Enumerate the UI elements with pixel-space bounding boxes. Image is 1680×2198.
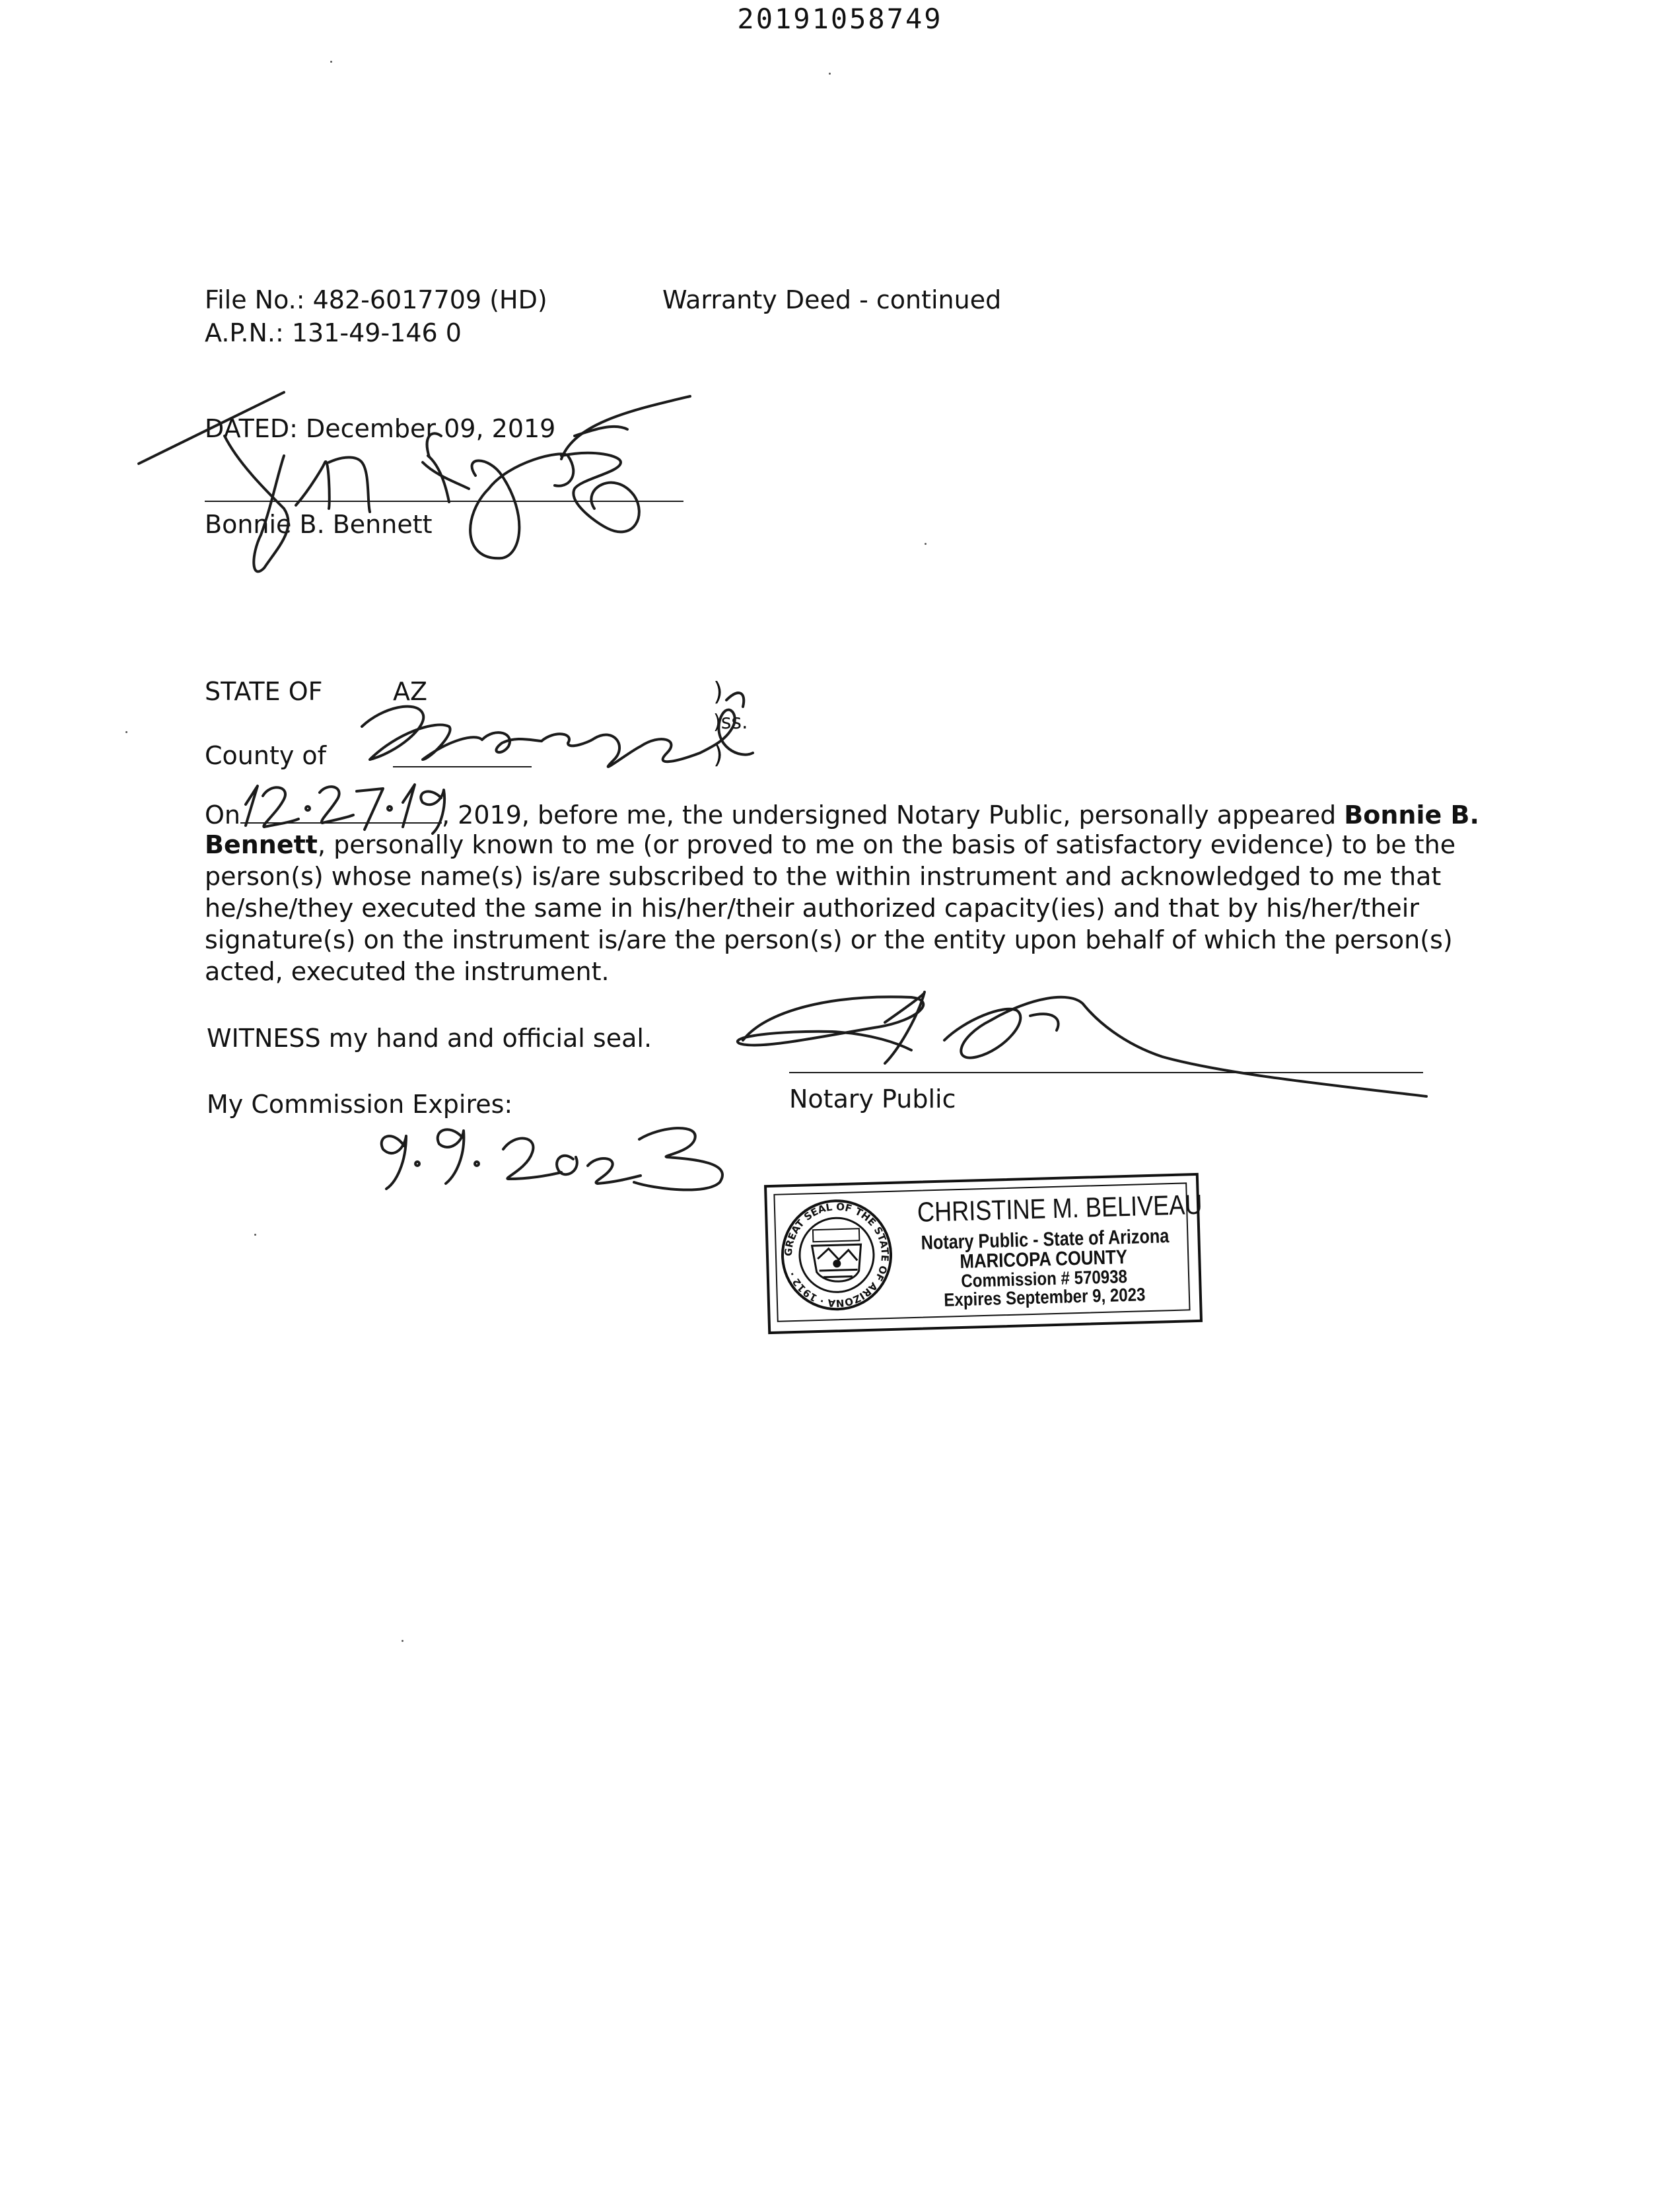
document-title: Warranty Deed - continued: [662, 285, 1002, 314]
venue-paren-top: ): [713, 677, 723, 706]
seal-ring-text: GREAT SEAL OF THE STATE OF ARIZONA · 1912 ·: [782, 1200, 892, 1310]
ack-name-first: Bonnie B.: [1344, 800, 1479, 830]
scan-speck: [402, 1640, 403, 1642]
ack-line-6: acted, executed the instrument.: [205, 957, 610, 986]
scan-speck: [254, 1234, 256, 1236]
stamp-county: MARICOPA COUNTY: [960, 1246, 1128, 1273]
file-number: File No.: 482-6017709 (HD): [205, 285, 547, 314]
commission-label: My Commission Expires:: [207, 1090, 513, 1119]
recording-number: 20191058749: [737, 3, 943, 35]
scan-speck: [829, 73, 831, 75]
ack-on: On: [205, 800, 240, 830]
scan-speck: [925, 543, 927, 545]
state-label: STATE OF: [205, 677, 323, 706]
scan-speck: [330, 61, 332, 63]
ack-line-1-text: , 2019, before me, the undersigned Notary Public, personally appeared: [442, 800, 1345, 830]
state-value: AZ: [393, 677, 428, 706]
ack-name-last: Bennett: [205, 830, 318, 859]
stamp-title: Notary Public - State of Arizona: [921, 1225, 1170, 1254]
ack-line-5: signature(s) on the instrument is/are the person(s) or the entity upon behalf of which the person(s): [205, 925, 1453, 954]
apn-number: A.P.N.: 131-49-146 0: [205, 318, 462, 347]
arizona-state-seal: [777, 1191, 896, 1320]
notary-stamp: [764, 1173, 1204, 1333]
ack-line-2-text: , personally known to me (or proved to me on the basis of satisfactory evidence) to be the: [317, 830, 1456, 859]
ack-line-4: he/she/they executed the same in his/her/their authorized capacity(ies) and that by his/her/their: [205, 894, 1419, 923]
witness-line: WITNESS my hand and official seal.: [207, 1024, 652, 1053]
venue-ss: )ss.: [713, 711, 748, 734]
signer-name: Bonnie B. Bennett: [205, 510, 433, 539]
ack-line-3: person(s) whose name(s) is/are subscribed to the within instrument and acknowledged to me that: [205, 862, 1442, 891]
stamp-expiration: Expires September 9, 2023: [943, 1284, 1146, 1310]
scan-speck: [125, 731, 127, 733]
notary-label: Notary Public: [789, 1084, 956, 1114]
stamp-commission-number: Commission # 570938: [960, 1265, 1128, 1291]
county-label: County of: [205, 741, 327, 770]
venue-paren-bottom: ): [713, 740, 723, 769]
dated-line: DATED: December 09, 2019: [205, 414, 556, 443]
stamp-name: CHRISTINE M. BELIVEAU: [917, 1188, 1203, 1228]
